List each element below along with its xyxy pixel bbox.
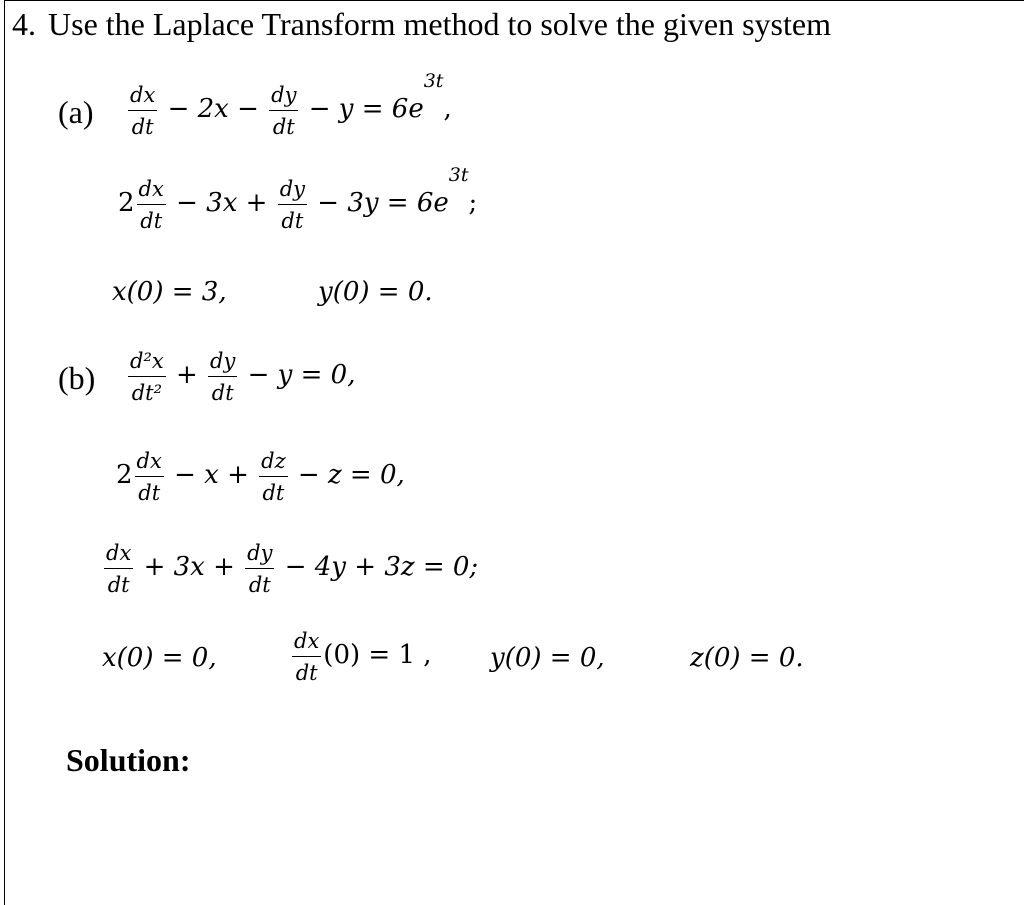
coefficient: 2 xyxy=(116,460,133,490)
problem-number: 4. xyxy=(12,6,36,42)
dx-dt-fraction: $\frac{dx}{dt}$ xyxy=(136,449,162,505)
exponent: 3t xyxy=(448,164,469,186)
eq-term: − y = 0, xyxy=(247,360,356,390)
part-b-initial-condition-dxdt: $\frac{dx}{dt}$ (0) = 1 , xyxy=(294,629,432,685)
part-b-equation-2 xyxy=(116,448,405,504)
solution-label: Solution: xyxy=(66,742,191,778)
part-b-initial-condition-x: x(0) = 0, xyxy=(102,643,217,673)
dx-dt-fraction: $\frac{dx}{dt}$ xyxy=(294,629,320,685)
problem-statement: Use the Laplace Transform method to solve the given system xyxy=(48,6,831,42)
part-a-label: (a) xyxy=(58,94,94,130)
eq-term: − 3y = 6e xyxy=(317,188,449,218)
part-b-label: (b) xyxy=(58,360,96,396)
dx-dt-fraction: $\frac{dx}{dt}$ xyxy=(106,541,132,597)
dy-dt-fraction: $\frac{dy}{dt}$ xyxy=(279,177,305,233)
dy-dt-fraction: $\frac{dy}{dt}$ xyxy=(271,83,297,139)
dx-dt-fraction: $\frac{dx}{dt}$ xyxy=(130,83,156,139)
problem-heading xyxy=(12,4,831,44)
d2x-dt2-fraction: $\frac{\text{d²x}}{\text{dt²}}$ xyxy=(130,349,164,405)
part-a-initial-condition-y: y(0) = 0. xyxy=(318,277,433,307)
eq-term: + 3x + xyxy=(143,552,235,582)
dx-dt-fraction: $\frac{dx}{dt}$ xyxy=(138,177,164,233)
dz-dt-fraction: $\frac{dz}{dt}$ xyxy=(261,449,286,505)
eq-term: + xyxy=(175,360,198,390)
exponent: 3t xyxy=(423,70,444,92)
part-b-initial-condition-z: z(0) = 0. xyxy=(690,643,804,673)
dy-dt-fraction: $\frac{dy}{dt}$ xyxy=(247,541,273,597)
part-b-equation-3 xyxy=(102,540,478,596)
part-b-equation-1 xyxy=(126,348,355,404)
part-b-initial-condition-y: y(0) = 0, xyxy=(490,643,605,673)
eq-term: − y = 6e xyxy=(308,94,424,124)
part-a-equation-2: 2 $\frac{dx}{dt}$ − 3x + $\frac{dy}{dt}$ − $3y = 6e^{3t}$; xyxy=(118,164,478,233)
part-a-initial-condition-x: x(0) = 3, xyxy=(112,277,227,307)
coefficient: 2 xyxy=(118,188,135,218)
eq-term: − 4y + 3z = 0; xyxy=(284,552,479,582)
eq-term: − 3x + xyxy=(176,188,268,218)
eq-term: − z = 0, xyxy=(297,460,405,490)
part-a-equation-1: $\frac{dx}{dt}$ − 2x − $\frac{dy}{dt}$ − $y = 6e^{3t}$, xyxy=(130,70,452,139)
dy-dt-fraction: $\frac{dy}{dt}$ xyxy=(210,349,236,405)
eq-term: − x + xyxy=(174,460,249,490)
eq-term: − 2x − xyxy=(167,94,259,124)
